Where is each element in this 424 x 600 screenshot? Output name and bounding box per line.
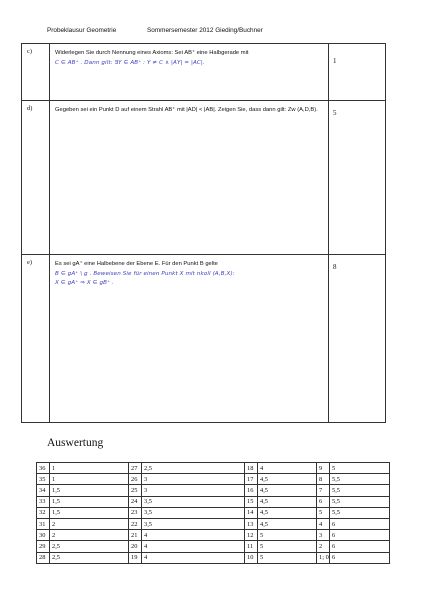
score-table xyxy=(36,462,390,564)
points-cell: 27 xyxy=(129,463,142,474)
points-cell: 35 xyxy=(37,474,50,485)
grade-cell: 4,5 xyxy=(258,496,317,507)
points-cell: 25 xyxy=(129,485,142,496)
task-formula: B ∈ gA⁺ \ g . Beweisen Sie für einen Punkt X mit nkoll (A,B,X): xyxy=(55,270,235,277)
points-cell: 1; 0 xyxy=(317,552,330,563)
grade-cell: 4,5 xyxy=(258,474,317,485)
points-cell: 33 xyxy=(37,496,50,507)
points-cell: 8 xyxy=(317,474,330,485)
points-cell: 7 xyxy=(317,485,330,496)
grade-cell: 2 xyxy=(50,530,129,541)
points-cell: 6 xyxy=(317,496,330,507)
points-cell: 16 xyxy=(245,485,258,496)
page-header xyxy=(47,27,263,34)
points-cell: 10 xyxy=(245,552,258,563)
points-cell: 13 xyxy=(245,518,258,529)
points-cell: 20 xyxy=(129,541,142,552)
task-text: Gegeben sei ein Punkt D auf einem Strahl AB⁺ mit |AD| < |AB|. Zeigen Sie, dass dann gilt: Zw (A,D,B). xyxy=(55,107,318,113)
grade-cell: 5,5 xyxy=(330,485,390,496)
task-label: c) xyxy=(27,48,32,55)
task-label: d) xyxy=(27,105,33,112)
task-label: e) xyxy=(27,259,32,266)
points-cell: 21 xyxy=(129,530,142,541)
task-row xyxy=(22,255,386,423)
grade-cell: 6 xyxy=(330,541,390,552)
task-text: Widerlegen Sie durch Nennung eines Axioms: Sei AB⁺ eine Halbgerade mit xyxy=(55,50,249,56)
exam-title: Probeklausur Geometrie xyxy=(47,27,117,34)
points-cell: 5 xyxy=(317,507,330,518)
grade-cell: 6 xyxy=(330,552,390,563)
points-cell: 12 xyxy=(245,530,258,541)
task-table xyxy=(21,43,386,423)
grade-cell: 1,5 xyxy=(50,507,129,518)
grade-cell: 1 xyxy=(50,463,129,474)
points-cell: 34 xyxy=(37,485,50,496)
points-cell: 31 xyxy=(37,518,50,529)
grade-cell: 3,5 xyxy=(142,507,245,518)
grade-cell: 1,5 xyxy=(50,496,129,507)
grade-cell: 2 xyxy=(50,518,129,529)
points-cell: 2 xyxy=(317,541,330,552)
points-cell: 15 xyxy=(245,496,258,507)
points-cell: 14 xyxy=(245,507,258,518)
task-text: Es sei gA⁺ eine Halbebene der Ebene E. Für den Punkt B gelte xyxy=(55,261,218,267)
evaluation-title: Auswertung xyxy=(47,437,104,449)
grade-cell: 5 xyxy=(258,541,317,552)
grade-cell: 2,5 xyxy=(50,552,129,563)
points-cell: 28 xyxy=(37,552,50,563)
task-points: 5 xyxy=(333,109,337,117)
semester-info: Sommersemester 2012 Gieding/Buchner xyxy=(147,27,263,34)
task-formula: X ∈ gA⁺ ⇒ X ∈ gB⁺ . xyxy=(55,280,114,286)
points-cell: 11 xyxy=(245,541,258,552)
grade-cell: 4 xyxy=(258,463,317,474)
task-formula: C ∈ AB⁺ . Dann gilt: ∃Y ∈ AB⁺ : Y ≠ C ∧ |AY| = |AC|. xyxy=(55,59,205,66)
grade-cell: 4 xyxy=(142,530,245,541)
points-cell: 3 xyxy=(317,530,330,541)
grade-cell: 3,5 xyxy=(142,496,245,507)
score-row xyxy=(37,530,390,541)
points-cell: 23 xyxy=(129,507,142,518)
grade-cell: 5 xyxy=(258,552,317,563)
points-cell: 22 xyxy=(129,518,142,529)
grade-cell: 6 xyxy=(330,530,390,541)
grade-cell: 1 xyxy=(50,474,129,485)
points-cell: 17 xyxy=(245,474,258,485)
grade-cell: 4,5 xyxy=(258,518,317,529)
score-row xyxy=(37,507,390,518)
grade-cell: 4,5 xyxy=(258,507,317,518)
grade-cell: 5 xyxy=(258,530,317,541)
score-row xyxy=(37,496,390,507)
score-table-body xyxy=(37,463,390,564)
points-cell: 29 xyxy=(37,541,50,552)
grade-cell: 3 xyxy=(142,485,245,496)
grade-cell: 4 xyxy=(142,541,245,552)
grade-cell: 5,5 xyxy=(330,496,390,507)
points-cell: 36 xyxy=(37,463,50,474)
task-points: 8 xyxy=(333,263,337,271)
task-points: 1 xyxy=(333,57,337,65)
grade-cell: 3,5 xyxy=(142,518,245,529)
grade-cell: 5,5 xyxy=(330,474,390,485)
grade-cell: 2,5 xyxy=(50,541,129,552)
points-cell: 19 xyxy=(129,552,142,563)
points-cell: 32 xyxy=(37,507,50,518)
task-row xyxy=(22,44,386,101)
score-row xyxy=(37,518,390,529)
points-cell: 9 xyxy=(317,463,330,474)
grade-cell: 4 xyxy=(142,552,245,563)
score-row xyxy=(37,463,390,474)
grade-cell: 6 xyxy=(330,518,390,529)
score-row xyxy=(37,474,390,485)
points-cell: 30 xyxy=(37,530,50,541)
grade-cell: 3 xyxy=(142,474,245,485)
points-cell: 26 xyxy=(129,474,142,485)
score-row xyxy=(37,485,390,496)
grade-cell: 5 xyxy=(330,463,390,474)
points-cell: 18 xyxy=(245,463,258,474)
grade-cell: 1,5 xyxy=(50,485,129,496)
grade-cell: 4,5 xyxy=(258,485,317,496)
points-cell: 24 xyxy=(129,496,142,507)
task-row xyxy=(22,101,386,255)
grade-cell: 2,5 xyxy=(142,463,245,474)
score-row xyxy=(37,552,390,563)
score-row xyxy=(37,541,390,552)
grade-cell: 5,5 xyxy=(330,507,390,518)
points-cell: 4 xyxy=(317,518,330,529)
